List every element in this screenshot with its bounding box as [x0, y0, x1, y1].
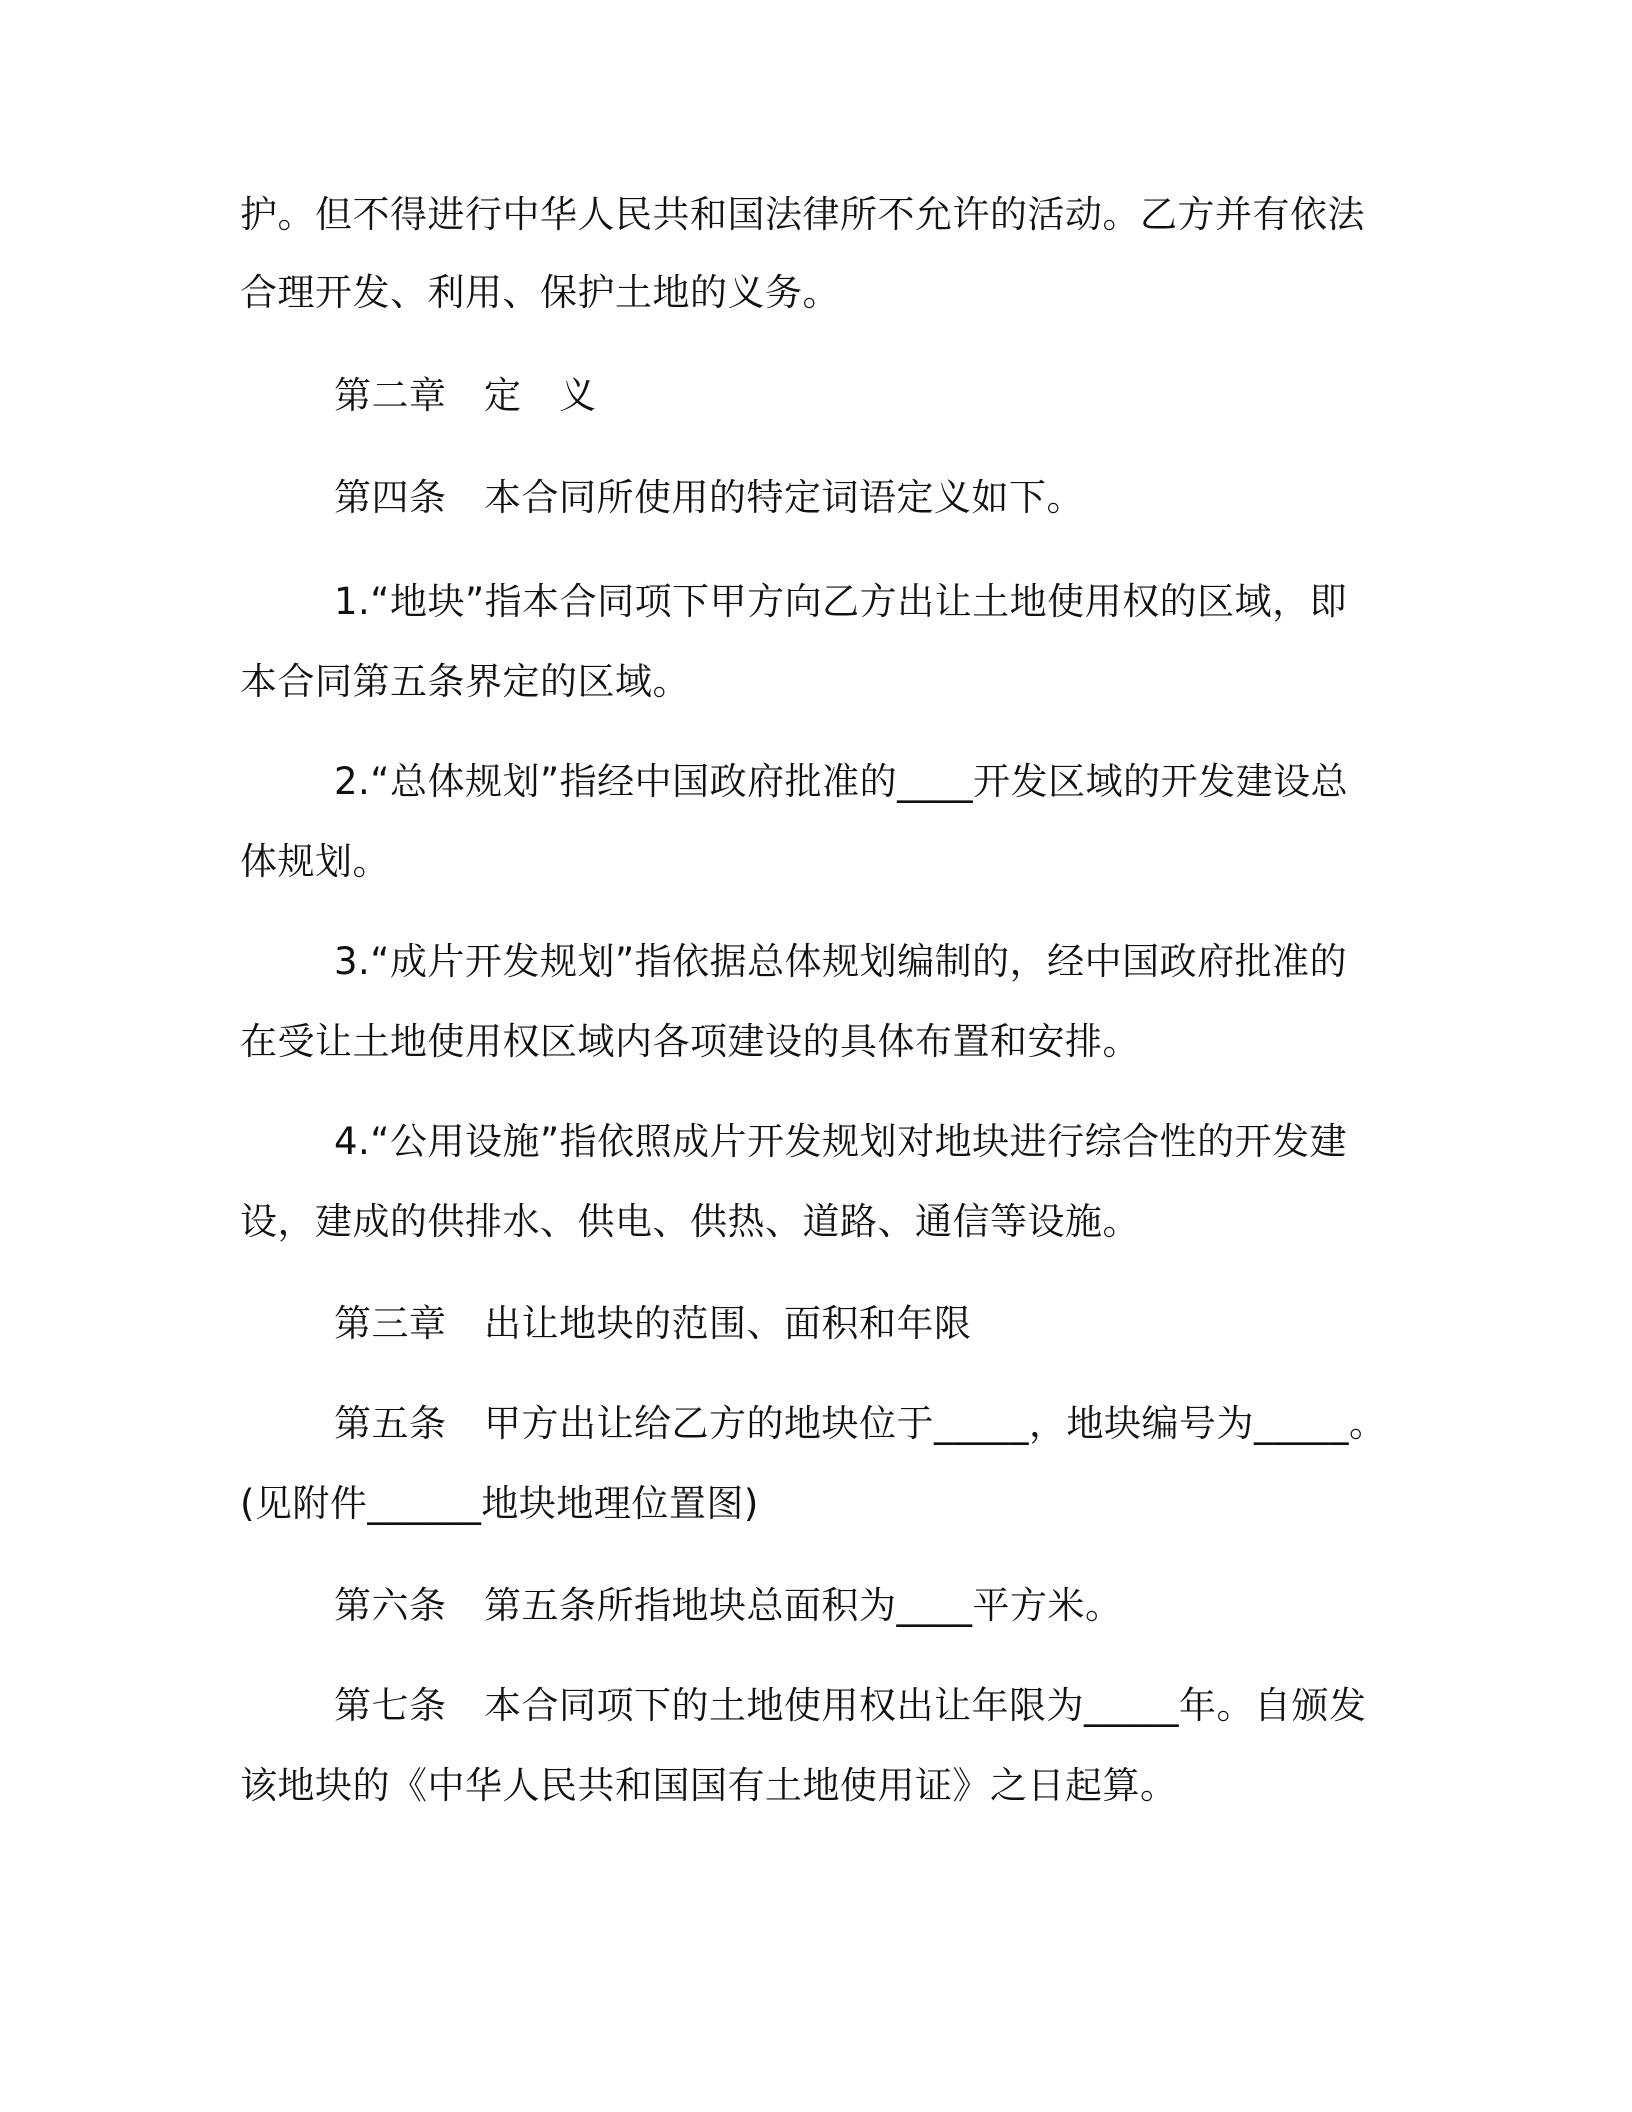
article-five-line-2: (见附件______地块地理位置图): [240, 1482, 759, 1525]
chapter-two-heading: 第二章 定 义: [334, 374, 597, 417]
paragraph-continuation-line-1: 护。但不得进行中华人民共和国法律所不允许的活动。乙方并有依法: [240, 193, 1365, 236]
article-seven-line-1: 第七条 本合同项下的土地使用权出让年限为_____年。自颁发: [334, 1684, 1367, 1727]
definition-4-line-1: 4.“公用设施”指依照成片开发规划对地块进行综合性的开发建: [334, 1120, 1348, 1163]
definition-1-line-2: 本合同第五条界定的区域。: [240, 660, 690, 703]
paragraph-continuation-line-2: 合理开发、利用、保护土地的义务。: [240, 271, 840, 314]
article-six: 第六条 第五条所指地块总面积为____平方米。: [334, 1584, 1123, 1627]
definition-2-line-2: 体规划。: [240, 840, 390, 883]
definition-4-line-2: 设，建成的供排水、供电、供热、道路、通信等设施。: [240, 1200, 1140, 1243]
definition-3-line-1: 3.“成片开发规划”指依据总体规划编制的，经中国政府批准的: [334, 940, 1348, 983]
definition-1-line-1: 1.“地块”指本合同项下甲方向乙方出让土地使用权的区域，即: [334, 580, 1348, 623]
article-seven-line-2: 该地块的《中华人民共和国国有土地使用证》之日起算。: [240, 1764, 1178, 1807]
article-five-line-1: 第五条 甲方出让给乙方的地块位于_____，地块编号为_____。: [334, 1402, 1387, 1445]
chapter-three-heading: 第三章 出让地块的范围、面积和年限: [334, 1302, 972, 1345]
article-four: 第四条 本合同所使用的特定词语定义如下。: [334, 476, 1084, 519]
definition-2-line-1: 2.“总体规划”指经中国政府批准的____开发区域的开发建设总: [334, 760, 1349, 803]
definition-3-line-2: 在受让土地使用权区域内各项建设的具体布置和安排。: [240, 1020, 1140, 1063]
